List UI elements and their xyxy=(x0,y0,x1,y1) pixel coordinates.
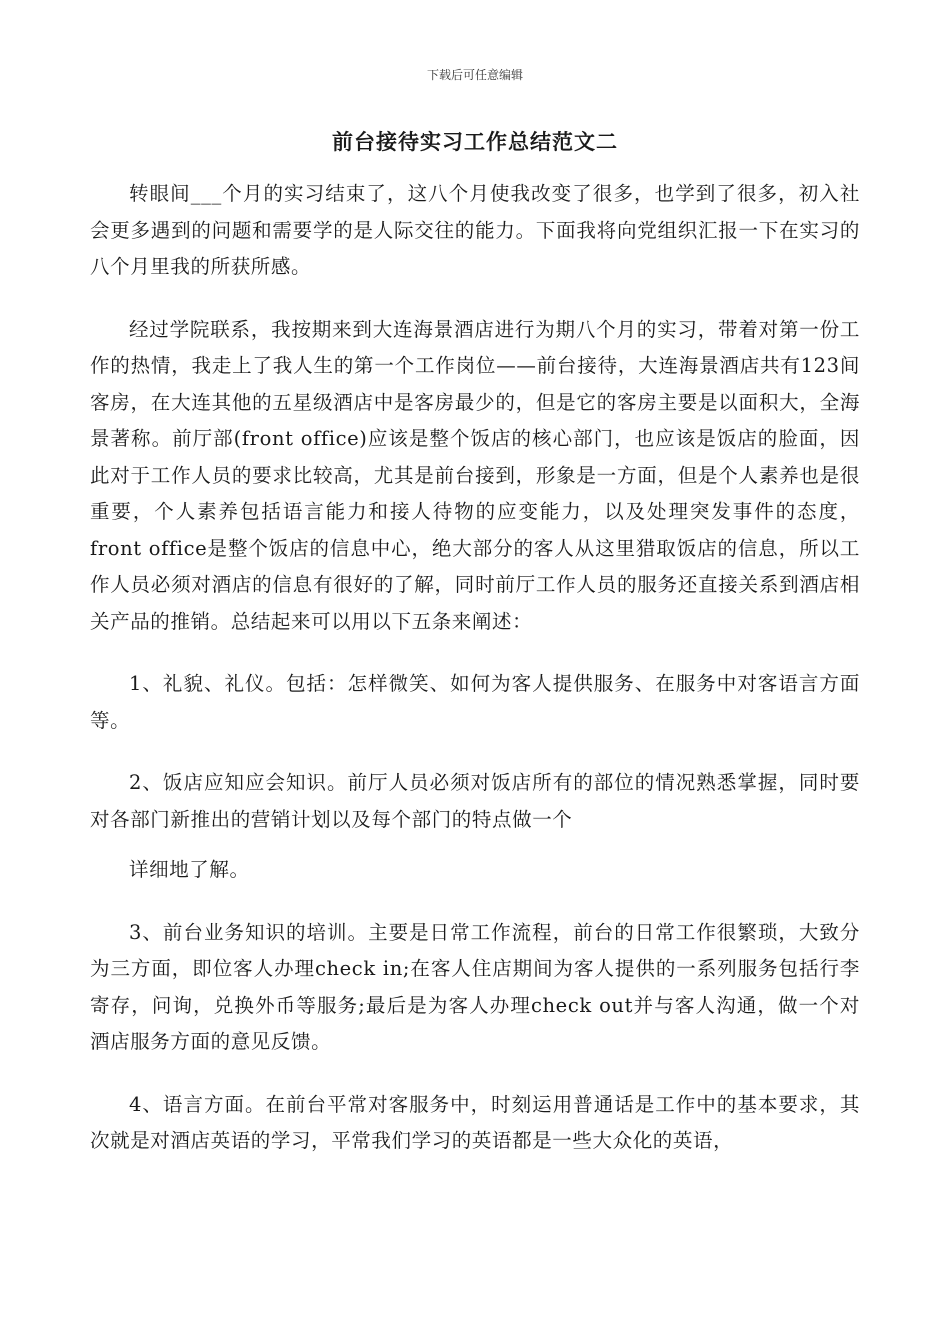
document-title: 前台接待实习工作总结范文二 xyxy=(332,129,618,154)
paragraph: 1、礼貌、礼仪。包括：怎样微笑、如何为客人提供服务、在服务中对客语言方面等。 xyxy=(90,672,860,732)
header-note: 下载后可任意编辑 xyxy=(426,68,523,82)
paragraph: 经过学院联系，我按期来到大连海景酒店进行为期八个月的实习，带着对第一份工作的热情，我走上了我人生的第一个工作岗位——前台接待，大连海景酒店共有123间客房，在大连其他的五星级酒店中是客房最少的，但是它的客房主要是以面积大，全海景著称。前厅部(front office)应该是整个饭店的核心部门，也应该是饭店的脸面，因此对于工作人员的要求比较高，尤其是前台接到，形象是一方面，但是个人素养也是很重要，个人素养包括语言能力和接人待物的应变能力，以及处理突发事件的态度，front office是整个饭店的信息中心，绝大部分的客人从这里猎取饭店的信息，所以工作人员必须对酒店的信息有很好的了解，同时前厅工作人员的服务还直接关系到酒店相关产品的推销。总结起来可以用以下五条来阐述： xyxy=(90,317,860,633)
paragraph: 详细地了解。 xyxy=(129,858,250,881)
paragraph: 4、语言方面。在前台平常对客服务中，时刻运用普通话是工作中的基本要求，其次就是对酒店英语的学习，平常我们学习的英语都是一些大众化的英语， xyxy=(90,1092,860,1152)
paragraph: 3、前台业务知识的培训。主要是日常工作流程，前台的日常工作很繁琐，大致分为三方面，即位客人办理check in;在客人住店期间为客人提供的一系列服务包括行李寄存，问询，兑换外币等服务;最后是为客人办理check out并与客人沟通，做一个对酒店服务方面的意见反馈。 xyxy=(90,920,860,1053)
document-body xyxy=(90,176,860,1186)
paragraph: 转眼间___个月的实习结束了，这八个月使我改变了很多，也学到了很多，初入社会更多遇到的问题和需要学的是人际交往的能力。下面我将向党组织汇报一下在实习的八个月里我的所获所感。 xyxy=(90,182,860,278)
paragraph: 2、饭店应知应会知识。前厅人员必须对饭店所有的部位的情况熟悉掌握，同时要对各部门新推出的营销计划以及每个部门的特点做一个 xyxy=(90,771,860,831)
